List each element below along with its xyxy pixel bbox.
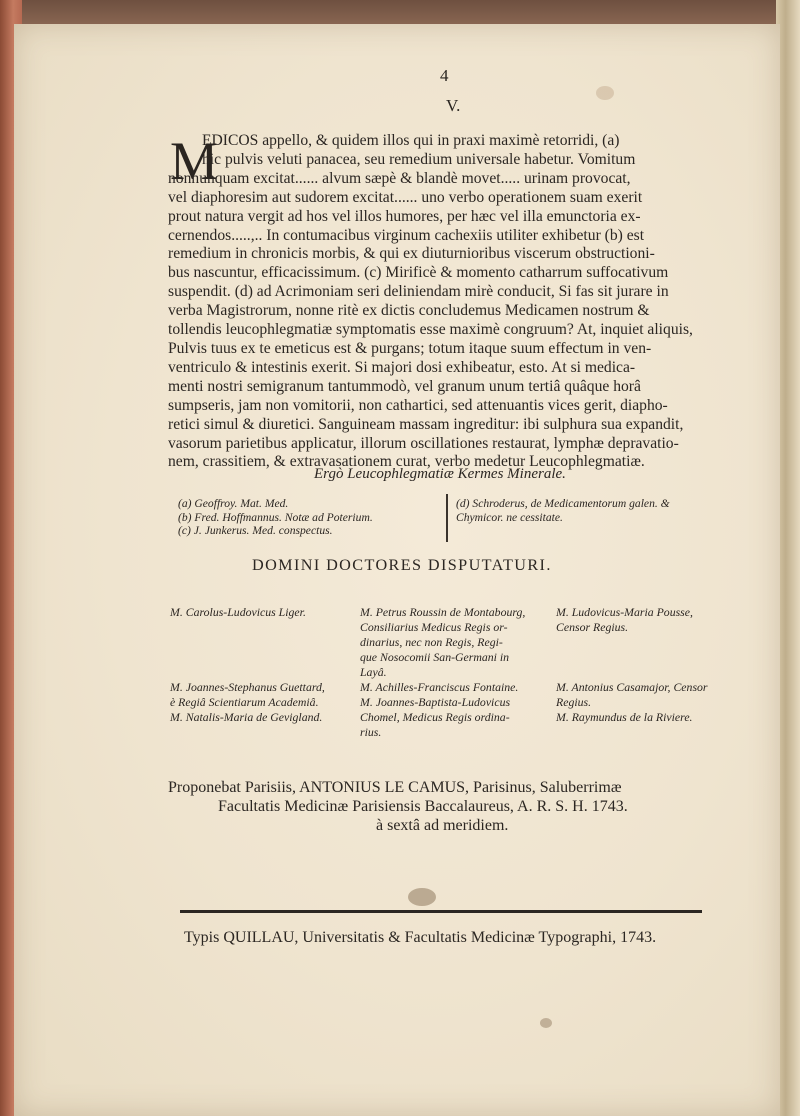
paragraph-line: nem, crassitiem, & extravasationem curat, verbo medetur Leucophlegmatiæ. [168, 453, 645, 471]
doctor-name-line: Layâ. [360, 665, 387, 679]
doctor-name-line: M. Joannes-Stephanus Guettard, [170, 680, 325, 694]
section-numeral: V. [446, 96, 461, 115]
paragraph-line: cernendos.....,.. In contumacibus virginum cachexiis utiliter exhibetur (b) est [168, 226, 645, 244]
paragraph-line: nonnunquam excitat...... alvum sæpè & blandè movet..... urinam provocat, [168, 169, 631, 187]
paragraph-line: ventriculo & intestinis exerit. Si majori dosi exhibeatur, esto. At si medica- [168, 358, 636, 376]
main-paragraph [168, 132, 696, 472]
footnote-divider [446, 494, 448, 542]
doctor-name-line: dinarius, nec non Regis, Regi- [360, 635, 503, 649]
drop-cap: M [170, 131, 219, 191]
imprint: Typis QUILLAU, Universitatis & Facultatis Medicinæ Typographi, 1743. [184, 929, 657, 946]
doctor-name-line: Chomel, Medicus Regis ordina- [360, 710, 510, 724]
footnotes-left [178, 497, 373, 538]
paragraph-line: menti nostri semigranum tantummodò, vel granum unum tertiâ quâque horâ [168, 377, 641, 395]
doctor-name-line: M. Antonius Casamajor, Censor [556, 680, 708, 694]
doctor-name-line: Regius. [556, 695, 592, 709]
proponebat-block [168, 778, 728, 835]
paragraph-line: verba Magistrorum, nonne ritè ex dictis concludemus Medicamen nostrum & [168, 302, 650, 320]
foxing-stain [540, 1018, 552, 1028]
doctor-name-line [556, 665, 708, 680]
doctor-name-line: M. Carolus-Ludovicus Liger. [170, 605, 306, 619]
doctor-name-line [170, 650, 325, 665]
paragraph-line: tollendis leucophlegmatiæ symptomatis esse maximè congruum? At, inquiet aliquis, [168, 321, 693, 339]
doctor-name-line: M. Achilles-Franciscus Fontaine. [360, 680, 519, 694]
doctor-name-line: M. Raymundus de la Riviere. [556, 710, 693, 724]
doctor-name-line [170, 635, 325, 650]
doctors-column-2 [360, 605, 525, 740]
paragraph-line: remedium in chronicis morbis, & qui ex diuturnioribus viscerum obstructioni- [168, 245, 655, 263]
doctor-name-line [556, 650, 708, 665]
footnotes-right [456, 497, 670, 524]
doctor-name-line: M. Ludovicus-Maria Pousse, [556, 605, 693, 619]
doctors-column-1 [170, 605, 325, 725]
doctor-name-line: Censor Regius. [556, 620, 629, 634]
page-number: 4 [440, 66, 449, 85]
paragraph-line: bus nascuntur, efficacissimum. (c) Mirificè & momento catharrum suffocativum [168, 264, 669, 282]
doctor-name-line: que Nosocomii San-Germani in [360, 650, 510, 664]
proponebat-line: Facultatis Medicinæ Parisiensis Baccalaureus, A. R. S. H. 1743. [218, 798, 628, 815]
paragraph-line: suspendit. (d) ad Acrimoniam seri deliniendam mirè conducit, Si fas sit jurare in [168, 283, 669, 301]
doctor-name-line: M. Petrus Roussin de Montabourg, [360, 605, 526, 619]
doctors-column-3 [556, 605, 708, 725]
doctor-name-line [170, 665, 325, 680]
conclusion: Ergò Leucophlegmatiæ Kermes Minerale. [314, 466, 566, 482]
paragraph-line: prout natura vergit ad hos vel illos humores, per hæc vel illa emunctoria ex- [168, 207, 641, 225]
paragraph-line: Pulvis tuus ex te emeticus est & purgans; totum itaque suum effectum in ven- [168, 339, 652, 357]
footnote-line: (b) Fred. Hoffmannus. Notæ ad Poterium. [178, 510, 373, 524]
proponebat-line: à sextâ ad meridiem. [376, 817, 509, 834]
footnote-line: (d) Schroderus, de Medicamentorum galen. & [456, 497, 670, 510]
proponebat-line: Proponebat Parisiis, ANTONIUS LE CAMUS, Parisinus, Saluberrimæ [168, 779, 622, 796]
doctor-name-line: è Regiâ Scientiarum Academiâ. [170, 695, 319, 709]
footnote-line: (a) Geoffroy. Mat. Med. [178, 497, 289, 510]
paragraph-line: retici simul & diuretici. Sanguineam massam ingreditur: ibi sulphura sua expandit, [168, 415, 684, 433]
footnote-line: Chymicor. ne cessitate. [456, 510, 563, 524]
paragraph-line: vasorum parietibus applicatur, illorum oscillationes restaurat, lymphæ depravatio- [168, 434, 679, 452]
doctor-name-line [556, 635, 708, 650]
paragraph-line: sumpseris, jam non vomitorii, non cathartici, sed attenuantis vices gerit, diapho- [168, 396, 668, 414]
foxing-stain [596, 86, 614, 100]
doctor-name-line: Consiliarius Medicus Regis or- [360, 620, 508, 634]
doctor-name-line: rius. [360, 725, 382, 739]
horizontal-rule [180, 910, 702, 913]
paragraph-line: EDICOS appello, & quidem illos qui in praxi maximè retorridi, (a) [202, 132, 620, 149]
foxing-stain [408, 888, 436, 906]
doctors-heading: DOMINI DOCTORES DISPUTATURI. [252, 556, 552, 574]
paragraph-line: vel diaphoresim aut sudorem excitat...... uno verbo operationem suam exerit [168, 188, 643, 206]
doctor-name-line [170, 620, 325, 635]
paragraph-line: hic pulvis veluti panacea, seu remedium universale habetur. Vomitum [202, 150, 636, 168]
footnote-line: (c) J. Junkerus. Med. conspectus. [178, 524, 333, 537]
doctor-name-line: M. Joannes-Baptista-Ludovicus [360, 695, 511, 709]
doctor-name-line: M. Natalis-Maria de Gevigland. [170, 710, 323, 724]
